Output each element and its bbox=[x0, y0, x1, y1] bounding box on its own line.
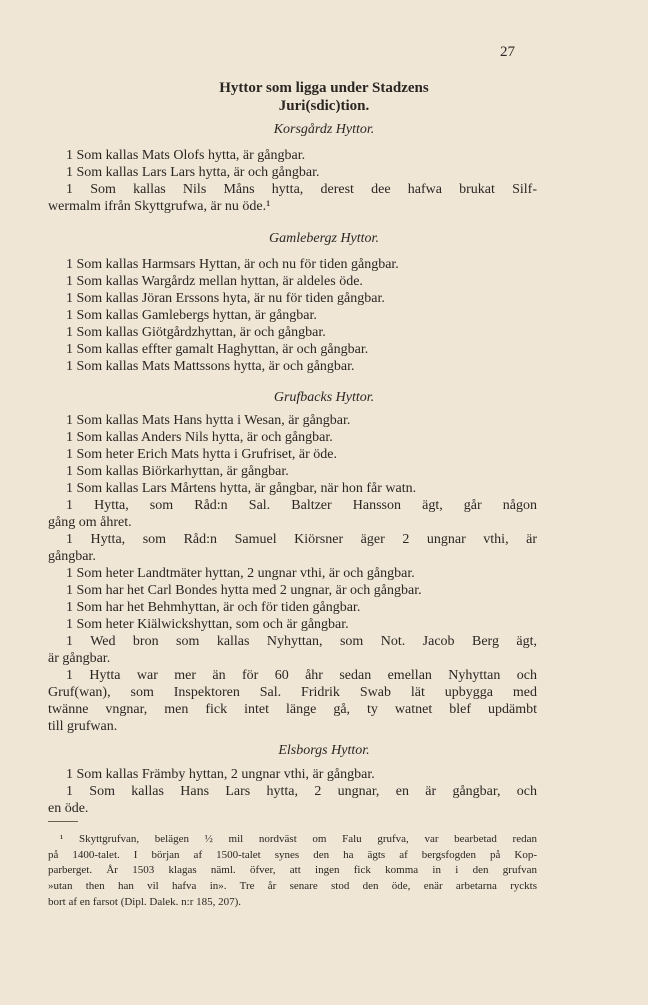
text-line: 1 Hytta war mer än för 60 åhr sedan emellan Nyhyttan och bbox=[66, 668, 537, 683]
text-line: 1 Som kallas effter gamalt Haghyttan, är och gångbar. bbox=[66, 342, 369, 357]
text-line: en öde. bbox=[48, 801, 89, 816]
text-line: 1 Wed bron som kallas Nyhyttan, som Not. Jacob Berg ägt, bbox=[66, 634, 537, 649]
page-title-continued: Juri(sdic)tion. bbox=[278, 98, 370, 114]
text-line: gångbar. bbox=[48, 549, 96, 564]
footnote-line: ¹ Skyttgrufvan, belägen ½ mil nordväst om Falu grufva, var bearbetad redan bbox=[60, 833, 537, 845]
page-number: 27 bbox=[500, 44, 515, 60]
footnote-line: »utan then han vil hafva in». Tre år senare stod den öde, enär arbetarna ryckts bbox=[48, 880, 537, 892]
text-line: Gruf(wan), som Inspektoren Sal. Fridrik Swab lät upbygga med bbox=[48, 685, 537, 700]
text-line: 1 Som kallas Wargårdz mellan hyttan, är aldeles öde. bbox=[66, 274, 363, 289]
text-line: 1 Hytta, som Råd:n Sal. Baltzer Hansson ägt, går någon bbox=[66, 498, 537, 513]
text-line: 1 Som har het Behmhyttan, är och för tiden gångbar. bbox=[66, 600, 361, 615]
section-heading: Grufbacks Hyttor. bbox=[273, 390, 375, 405]
text-line: 1 Som kallas Mats Hans hytta i Wesan, är gångbar. bbox=[66, 413, 351, 428]
text-line: 1 Som kallas Hans Lars hytta, 2 ungnar, en är gångbar, och bbox=[66, 784, 537, 799]
text-line: 1 Som kallas Mats Olofs hytta, är gångbar. bbox=[66, 148, 306, 163]
text-line: 1 Som heter Erich Mats hytta i Grufriset, är öde. bbox=[66, 447, 337, 462]
page-title: Hyttor som ligga under Stadzens bbox=[219, 80, 429, 96]
section-heading: Elsborgs Hyttor. bbox=[278, 743, 370, 758]
text-line: 1 Som kallas Nils Måns hytta, derest dee hafwa brukat Silf- bbox=[66, 182, 537, 197]
section-heading: Gamlebergz Hyttor. bbox=[269, 231, 379, 246]
text-line: 1 Som kallas Jöran Erssons hyta, är nu för tiden gångbar. bbox=[66, 291, 385, 306]
section-heading: Korsgårdz Hyttor. bbox=[273, 122, 375, 137]
text-line: 1 Som kallas Biörkarhyttan, är gångbar. bbox=[66, 464, 289, 479]
text-line: till grufwan. bbox=[48, 719, 118, 734]
text-line: 1 Som kallas Lars Lars hytta, är och gångbar. bbox=[66, 165, 320, 180]
text-line: 1 Som kallas Mats Mattssons hytta, är och gångbar. bbox=[66, 359, 355, 374]
footnote-line: på 1400-talet. I början af 1500-talet synes den ha ägts af bergsfogden på Kop- bbox=[48, 849, 537, 861]
text-line: wermalm ifrån Skyttgrufwa, är nu öde.¹ bbox=[48, 199, 271, 214]
footnote-line: parberget. År 1503 klagas näml. öfver, att ingen fick komma in i den grufvan bbox=[48, 864, 537, 876]
text-line: 1 Hytta, som Råd:n Samuel Kiörsner äger 2 ungnar vthi, är bbox=[66, 532, 537, 547]
footnote-divider bbox=[48, 821, 78, 822]
footnote-line: bort af en farsot (Dipl. Dalek. n:r 185, 207). bbox=[48, 896, 242, 908]
text-line: är gångbar. bbox=[48, 651, 111, 666]
text-line: gång om åhret. bbox=[48, 515, 132, 530]
text-line: 1 Som kallas Främby hyttan, 2 ungnar vthi, är gångbar. bbox=[66, 767, 375, 782]
text-line: 1 Som heter Kiälwickshyttan, som och är gångbar. bbox=[66, 617, 349, 632]
text-line: 1 Som kallas Gamlebergs hyttan, är gångbar. bbox=[66, 308, 317, 323]
text-line: 1 Som kallas Harmsars Hyttan, är och nu för tiden gångbar. bbox=[66, 257, 399, 272]
text-line: 1 Som kallas Giötgårdzhyttan, är och gångbar. bbox=[66, 325, 326, 340]
text-line: 1 Som kallas Anders Nils hytta, är och gångbar. bbox=[66, 430, 333, 445]
text-line: 1 Som kallas Lars Mårtens hytta, är gångbar, när hon får watn. bbox=[66, 481, 417, 496]
text-line: 1 Som har het Carl Bondes hytta med 2 ungnar, är och gångbar. bbox=[66, 583, 422, 598]
text-line: 1 Som heter Landtmäter hyttan, 2 ungnar vthi, är och gångbar. bbox=[66, 566, 415, 581]
text-line: twänne vngnar, men fick intet länge gå, ty watnet blef updämbt bbox=[48, 702, 537, 717]
